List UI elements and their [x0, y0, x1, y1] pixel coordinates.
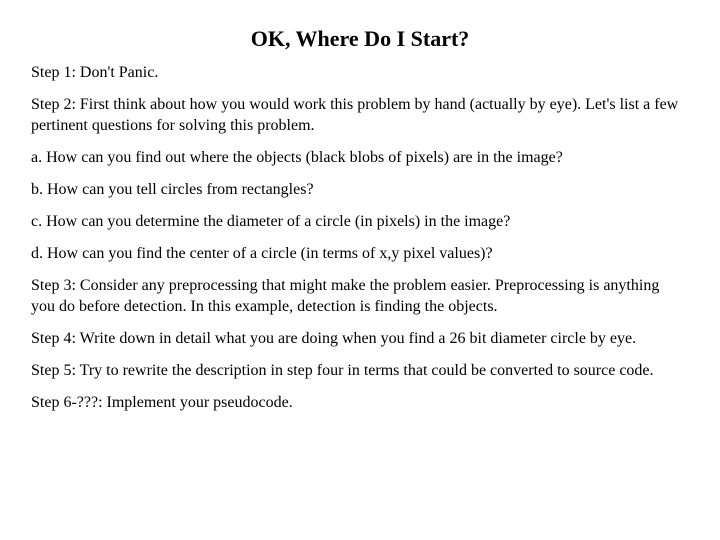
question-a-text: a. How can you find out where the objects (black blobs of pixels) are in the image?: [31, 149, 563, 166]
step-6-text: Step 6-???: Implement your pseudocode.: [31, 394, 293, 411]
step-1-text: Step 1: Don't Panic.: [31, 64, 159, 81]
step-5-text: Step 5: Try to rewrite the description in step four in terms that could be converted to source code.: [31, 362, 654, 379]
question-b-text: b. How can you tell circles from rectangles?: [31, 181, 314, 198]
question-d-text: d. How can you find the center of a circle (in terms of x,y pixel values)?: [31, 245, 493, 262]
question-c-text: c. How can you determine the diameter of a circle (in pixels) in the image?: [31, 213, 511, 230]
step-4-text: Step 4: Write down in detail what you are doing when you find a 26 bit diameter circle by eye.: [31, 330, 637, 347]
slide-title: OK, Where Do I Start?: [250, 26, 470, 51]
step-2-text: Step 2: First think about how you would work this problem by hand (actually by eye). Let's list a few pertinent questions for solving this problem.: [31, 96, 679, 134]
step-3-text: Step 3: Consider any preprocessing that might make the problem easier. Preprocessing is anything you do before detection. In this example, detection is finding the objects.: [31, 277, 660, 315]
slide-body: [31, 62, 681, 424]
